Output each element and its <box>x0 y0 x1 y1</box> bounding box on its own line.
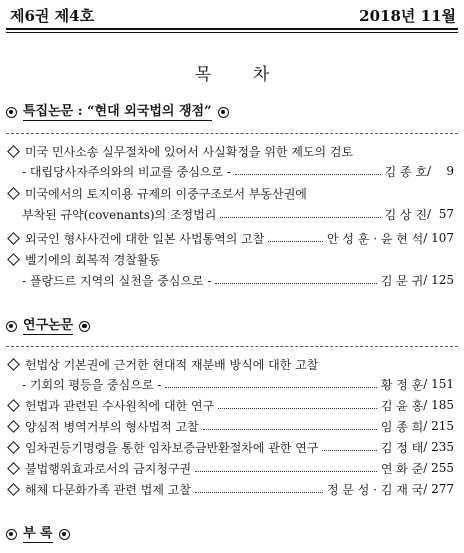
entry-subtitle: - 플랑드르 지역의 실천을 중심으로 - <box>22 273 212 288</box>
volume-issue: 제6권 제4호 <box>10 7 95 25</box>
slash: / <box>423 440 432 454</box>
entry-subtitle: 부착된 규약(covenants)의 조정법리 <box>22 207 217 222</box>
section-appendix <box>6 526 70 543</box>
entry-title: 외국인 형사사건에 대한 일본 사법통역의 고찰 <box>25 231 265 246</box>
leader-dots <box>322 450 376 451</box>
entry-author: 정 문 성 · 김 재 국 <box>326 482 424 497</box>
entry-title: 해체 다문화가족 관련 법제 고찰 <box>25 482 191 497</box>
toc-entry[interactable] <box>6 142 454 160</box>
slash: / <box>427 164 447 178</box>
entry-title: 벨기에의 회복적 경찰활동 <box>25 252 161 267</box>
leader-dots <box>268 241 323 242</box>
leader-dots <box>195 492 323 493</box>
entry-page: 9 <box>446 164 454 178</box>
toc-entry[interactable] <box>6 184 454 202</box>
diamond-icon <box>7 462 20 475</box>
slash: / <box>423 461 432 475</box>
leader-dots <box>215 283 376 284</box>
diamond-icon <box>7 232 20 245</box>
entry-author: 안 성 훈 · 윤 현 석 <box>326 231 424 246</box>
toc-entry-continued[interactable] <box>22 205 454 223</box>
diamond-icon <box>7 358 20 371</box>
section-divider <box>6 346 458 347</box>
toc-entry[interactable] <box>6 396 454 414</box>
entry-page: 215 <box>431 419 454 433</box>
entry-page: 277 <box>431 482 454 496</box>
toc-entry-continued[interactable] <box>22 375 454 393</box>
entry-page: 107 <box>431 231 454 245</box>
slash: / <box>423 482 432 496</box>
toc-entry[interactable] <box>6 480 454 498</box>
entry-page: 57 <box>438 207 454 221</box>
slash: / <box>423 231 432 245</box>
section-special-papers <box>6 104 229 121</box>
toc-entry[interactable] <box>6 417 454 435</box>
entry-title: 미국에서의 토지이용 규제의 이중구조로서 부동산권에 <box>25 186 307 201</box>
issue-date: 2018년 11월 <box>359 7 456 25</box>
entry-subtitle: - 대립당사자주의와의 비교를 중심으로 - <box>22 164 231 179</box>
journal-header <box>10 4 456 26</box>
leader-dots <box>203 429 377 430</box>
entry-page: 235 <box>431 440 454 454</box>
header-rule-thin <box>6 32 458 33</box>
entry-author: 김 종 호 <box>384 164 428 179</box>
entry-author: 연 화 준 <box>380 461 424 476</box>
diamond-icon <box>7 253 20 266</box>
section-label: 특집논문 : “현대 외국법의 쟁점” <box>23 104 212 119</box>
entry-subtitle: - 기회의 평등을 중심으로 - <box>22 377 162 392</box>
entry-title: 헌법상 기본권에 근거한 현대적 재분배 방식에 대한 고찰 <box>25 357 319 372</box>
diamond-icon <box>7 145 20 158</box>
entry-author: 김 문 귀 <box>380 273 424 288</box>
entry-title: 헌법과 관련된 수사원칙에 대한 연구 <box>25 398 215 413</box>
entry-page: 255 <box>431 461 454 475</box>
bullseye-icon <box>218 107 229 118</box>
slash: / <box>423 398 432 412</box>
leader-dots <box>165 387 377 388</box>
diamond-icon <box>7 399 20 412</box>
bullseye-icon <box>59 529 70 540</box>
diamond-icon <box>7 441 20 454</box>
entry-title: 미국 민사소송 실무절차에 있어서 사실확정을 위한 제도의 검토 <box>25 144 354 159</box>
section-divider <box>6 133 458 134</box>
entry-title: 양심적 병역거부의 형사법적 고찰 <box>25 419 199 434</box>
bullseye-icon <box>6 529 17 540</box>
bullseye-icon <box>79 321 90 332</box>
slash: / <box>423 419 432 433</box>
diamond-icon <box>7 483 20 496</box>
toc-entry[interactable] <box>6 459 454 477</box>
toc-entry[interactable] <box>6 250 454 268</box>
bullseye-icon <box>6 321 17 332</box>
slash: / <box>427 207 439 221</box>
diamond-icon <box>7 420 20 433</box>
entry-author: 김 상 진 <box>384 207 428 222</box>
leader-dots <box>218 408 377 409</box>
header-rule-thick <box>6 28 458 30</box>
toc-entry[interactable] <box>6 229 454 247</box>
bullseye-icon <box>6 107 17 118</box>
section-label: 연구논문 <box>23 318 74 333</box>
toc-entry[interactable] <box>6 438 454 456</box>
toc-entry-continued[interactable] <box>22 162 454 180</box>
toc-entry-continued[interactable] <box>22 271 454 289</box>
leader-dots <box>195 471 377 472</box>
entry-page: 185 <box>431 398 454 412</box>
entry-page: 125 <box>431 273 454 287</box>
entry-author: 김 윤 홍 <box>380 398 424 413</box>
entry-author: 임 종 희 <box>380 419 424 434</box>
entry-title: 불법행위효과로서의 금지청구권 <box>25 461 192 476</box>
diamond-icon <box>7 187 20 200</box>
entry-title: 임차권등기명령을 통한 임차보증금반환절차에 관한 연구 <box>25 440 319 455</box>
toc-title: 목 차 <box>194 65 288 85</box>
entry-page: 151 <box>431 377 454 391</box>
entry-author: 황 정 훈 <box>380 377 424 392</box>
slash: / <box>423 273 432 287</box>
entry-author: 김 정 태 <box>380 440 424 455</box>
leader-dots <box>235 174 381 175</box>
leader-dots <box>220 217 380 218</box>
section-research-papers <box>6 318 90 335</box>
slash: / <box>423 377 432 391</box>
section-label: 부 록 <box>23 526 53 541</box>
toc-entry[interactable] <box>6 355 454 373</box>
